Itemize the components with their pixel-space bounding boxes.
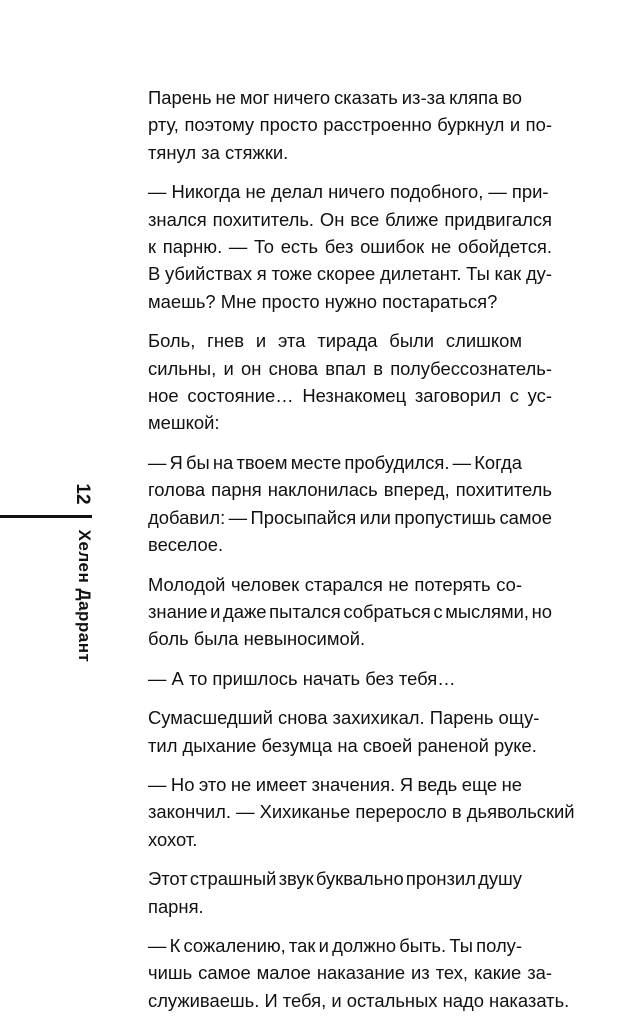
- text-line: Боль, гнев и эта тирада были слишком: [148, 330, 522, 352]
- text-line: Этот страшный звук буквально пронзил душу: [148, 868, 522, 890]
- body-text: [118, 84, 575, 1026]
- text-line: чишь самое малое наказание из тех, какие за-: [148, 962, 552, 984]
- text-line: тил дыхание безумца на своей раненой руке.: [148, 734, 537, 756]
- text-line: — Но это не имеет значения. Я ведь еще не: [148, 773, 522, 795]
- paragraph: [118, 771, 575, 853]
- paragraph: [118, 704, 552, 759]
- text-line: к парню. — То есть без ошибок не обойдется.: [148, 236, 552, 258]
- text-line: — Никогда не делал ничего подобного, — при-: [148, 181, 549, 203]
- text-line: боль была невыносимой.: [148, 628, 366, 650]
- paragraph: [118, 865, 552, 920]
- text-line: В убийствах я тоже скорее дилетант. Ты как ду-: [148, 263, 552, 285]
- text-line: маешь? Мне просто нужно постараться?: [148, 290, 498, 312]
- text-line: добавил: — Просыпайся или пропустишь самое: [148, 506, 552, 528]
- text-line: ное состояние… Незнакомец заговорил с ус-: [148, 385, 552, 407]
- text-line: хохот.: [148, 828, 198, 850]
- paragraph: [118, 178, 552, 315]
- text-line: рту, поэтому просто расстроенно буркнул и по-: [148, 114, 552, 136]
- margin-rule: [0, 515, 92, 518]
- paragraph: [118, 327, 552, 437]
- text-line: — А то пришлось начать без тебя…: [148, 667, 456, 689]
- running-head: Хелен Даррант: [75, 529, 94, 663]
- text-line: мешкой:: [148, 412, 220, 434]
- paragraph: [118, 932, 570, 1014]
- paragraph: [118, 449, 552, 559]
- text-line: тянул за стяжки.: [148, 141, 289, 163]
- text-line: Сумасшедший снова захихикал. Парень ощу-: [148, 707, 540, 729]
- text-line: — К сожалению, так и должно быть. Ты полу-: [148, 934, 522, 956]
- text-line: голова парня наклонилась вперед, похититель: [148, 479, 552, 501]
- paragraph: [118, 571, 552, 653]
- text-line: сильны, и он снова впал в полубессознатель-: [148, 357, 552, 379]
- text-line: Парень не мог ничего сказать из-за кляпа во: [148, 87, 522, 108]
- paragraph: [118, 84, 552, 166]
- text-line: веселое.: [148, 534, 224, 556]
- text-line: парня.: [148, 895, 204, 917]
- paragraph: [118, 665, 552, 692]
- text-line: знался похититель. Он все ближе придвигался: [148, 208, 552, 230]
- text-line: закончил. — Хихиканье переросло в дьявольский: [148, 801, 575, 823]
- text-line: — Я бы на твоем месте пробудился. — Когда: [148, 451, 522, 473]
- page-number: 12: [72, 483, 93, 505]
- text-line: Молодой человек старался не потерять со-: [148, 573, 522, 595]
- text-line: знание и даже пытался собраться с мыслями, но: [148, 600, 552, 622]
- text-line: служиваешь. И тебя, и остальных надо наказать.: [148, 989, 570, 1011]
